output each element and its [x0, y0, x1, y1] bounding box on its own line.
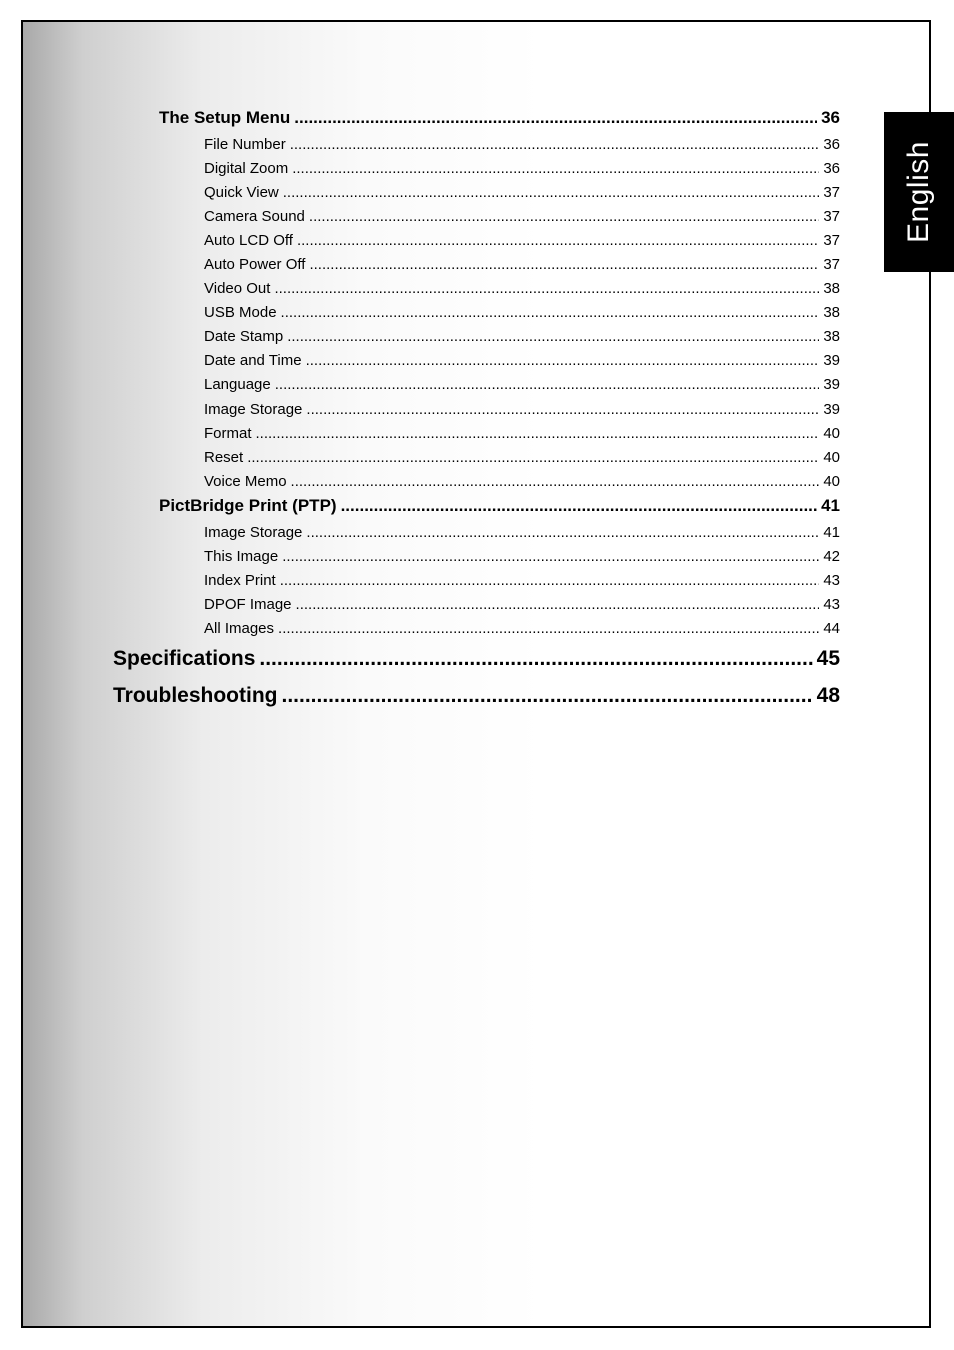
toc-entry-label: Image Storage [204, 524, 303, 541]
toc-entry-page: 41 [821, 496, 840, 515]
toc-dot-leader [297, 232, 819, 249]
toc-dot-leader [292, 160, 819, 177]
toc-dot-leader [290, 136, 820, 153]
toc-dot-leader [259, 647, 812, 671]
toc-entry-all-images[interactable] [204, 620, 840, 637]
toc-entry-label: Date and Time [204, 352, 302, 369]
toc-entry-page: 36 [821, 108, 840, 127]
toc-entry-camera-sound[interactable] [204, 208, 840, 225]
toc-entry-pictbridge-print[interactable] [159, 496, 840, 516]
toc-entry-page: 39 [823, 352, 840, 369]
toc-entry-label: Specifications [113, 647, 256, 670]
toc-entry-troubleshooting[interactable] [113, 684, 840, 708]
toc-entry-page: 48 [816, 684, 840, 707]
toc-entry-page: 36 [823, 136, 840, 153]
toc-entry-page: 40 [823, 473, 840, 490]
toc-entry-auto-power-off[interactable] [204, 256, 840, 273]
toc-entry-date-and-time[interactable] [204, 352, 840, 369]
toc-entry-label: Quick View [204, 184, 279, 201]
toc-entry-page: 37 [823, 256, 840, 273]
toc-entry-label: Auto LCD Off [204, 232, 293, 249]
toc-entry-voice-memo[interactable] [204, 473, 840, 490]
toc-dot-leader [306, 401, 819, 418]
toc-entry-video-out[interactable] [204, 280, 840, 297]
toc-entry-page: 43 [823, 596, 840, 613]
toc-entry-label: File Number [204, 136, 286, 153]
toc-entry-label: DPOF Image [204, 596, 292, 613]
toc-entry-label: PictBridge Print (PTP) [159, 496, 337, 515]
toc-entry-label: Troubleshooting [113, 684, 278, 707]
toc-entry-page: 38 [823, 304, 840, 321]
toc-entry-page: 42 [823, 548, 840, 565]
toc-entry-auto-lcd-off[interactable] [204, 232, 840, 249]
toc-entry-dpof-image[interactable] [204, 596, 840, 613]
toc-entry-page: 44 [823, 620, 840, 637]
toc-entry-page: 41 [823, 524, 840, 541]
toc-entry-image-storage[interactable] [204, 401, 840, 418]
toc-entry-page: 45 [816, 647, 840, 670]
toc-entry-quick-view[interactable] [204, 184, 840, 201]
toc-entry-page: 39 [823, 376, 840, 393]
toc-entry-specifications[interactable] [113, 647, 840, 671]
toc-dot-leader [274, 280, 819, 297]
toc-entry-label: USB Mode [204, 304, 277, 321]
toc-dot-leader [247, 449, 819, 466]
toc-entry-format[interactable] [204, 425, 840, 442]
toc-entry-label: Image Storage [204, 401, 303, 418]
toc-entry-label: Index Print [204, 572, 276, 589]
toc-dot-leader [281, 684, 812, 708]
toc-dot-leader [309, 256, 819, 273]
toc-entry-label: Auto Power Off [204, 256, 306, 273]
toc-entry-page: 38 [823, 280, 840, 297]
toc-entry-label: Language [204, 376, 271, 393]
toc-entry-page: 40 [823, 425, 840, 442]
toc-entry-page: 39 [823, 401, 840, 418]
toc-dot-leader [291, 473, 820, 490]
toc-dot-leader [341, 496, 818, 516]
toc-dot-leader [278, 620, 819, 637]
toc-entry-page: 37 [823, 184, 840, 201]
toc-entry-label: Date Stamp [204, 328, 284, 345]
toc-entry-this-image[interactable] [204, 548, 840, 565]
toc-entry-label: The Setup Menu [159, 108, 291, 127]
toc-entry-digital-zoom[interactable] [204, 160, 840, 177]
toc-dot-leader [281, 304, 820, 321]
toc-dot-leader [306, 524, 819, 541]
toc-entry-label: All Images [204, 620, 275, 637]
toc-dot-leader [294, 108, 817, 128]
toc-entry-page: 37 [823, 208, 840, 225]
toc-dot-leader [287, 328, 819, 345]
toc-entry-page: 43 [823, 572, 840, 589]
toc-entry-page: 38 [823, 328, 840, 345]
toc-entry-label: Format [204, 425, 252, 442]
toc-dot-leader [282, 548, 819, 565]
language-tab [884, 112, 954, 272]
toc-entry-label: Voice Memo [204, 473, 287, 490]
toc-entry-label: Camera Sound [204, 208, 305, 225]
language-tab-label: English [902, 141, 935, 243]
toc-entry-ptp-image-storage[interactable] [204, 524, 840, 541]
toc-entry-file-number[interactable] [204, 136, 840, 153]
toc-entry-index-print[interactable] [204, 572, 840, 589]
toc-entry-date-stamp[interactable] [204, 328, 840, 345]
toc-entry-page: 37 [823, 232, 840, 249]
toc-dot-leader [306, 352, 820, 369]
toc-dot-leader [296, 596, 820, 613]
toc-dot-leader [256, 425, 820, 442]
toc-dot-leader [275, 376, 820, 393]
toc-dot-leader [309, 208, 819, 225]
toc-entry-label: This Image [204, 548, 279, 565]
toc-entry-language[interactable] [204, 376, 840, 393]
toc-entry-usb-mode[interactable] [204, 304, 840, 321]
toc-entry-reset[interactable] [204, 449, 840, 466]
toc-entry-label: Video Out [204, 280, 271, 297]
toc-dot-leader [283, 184, 820, 201]
toc-dot-leader [280, 572, 820, 589]
toc-entry-label: Digital Zoom [204, 160, 289, 177]
toc-entry-page: 36 [823, 160, 840, 177]
toc-entry-label: Reset [204, 449, 244, 466]
toc-entry-setup-menu[interactable] [159, 108, 840, 128]
toc-entry-page: 40 [823, 449, 840, 466]
